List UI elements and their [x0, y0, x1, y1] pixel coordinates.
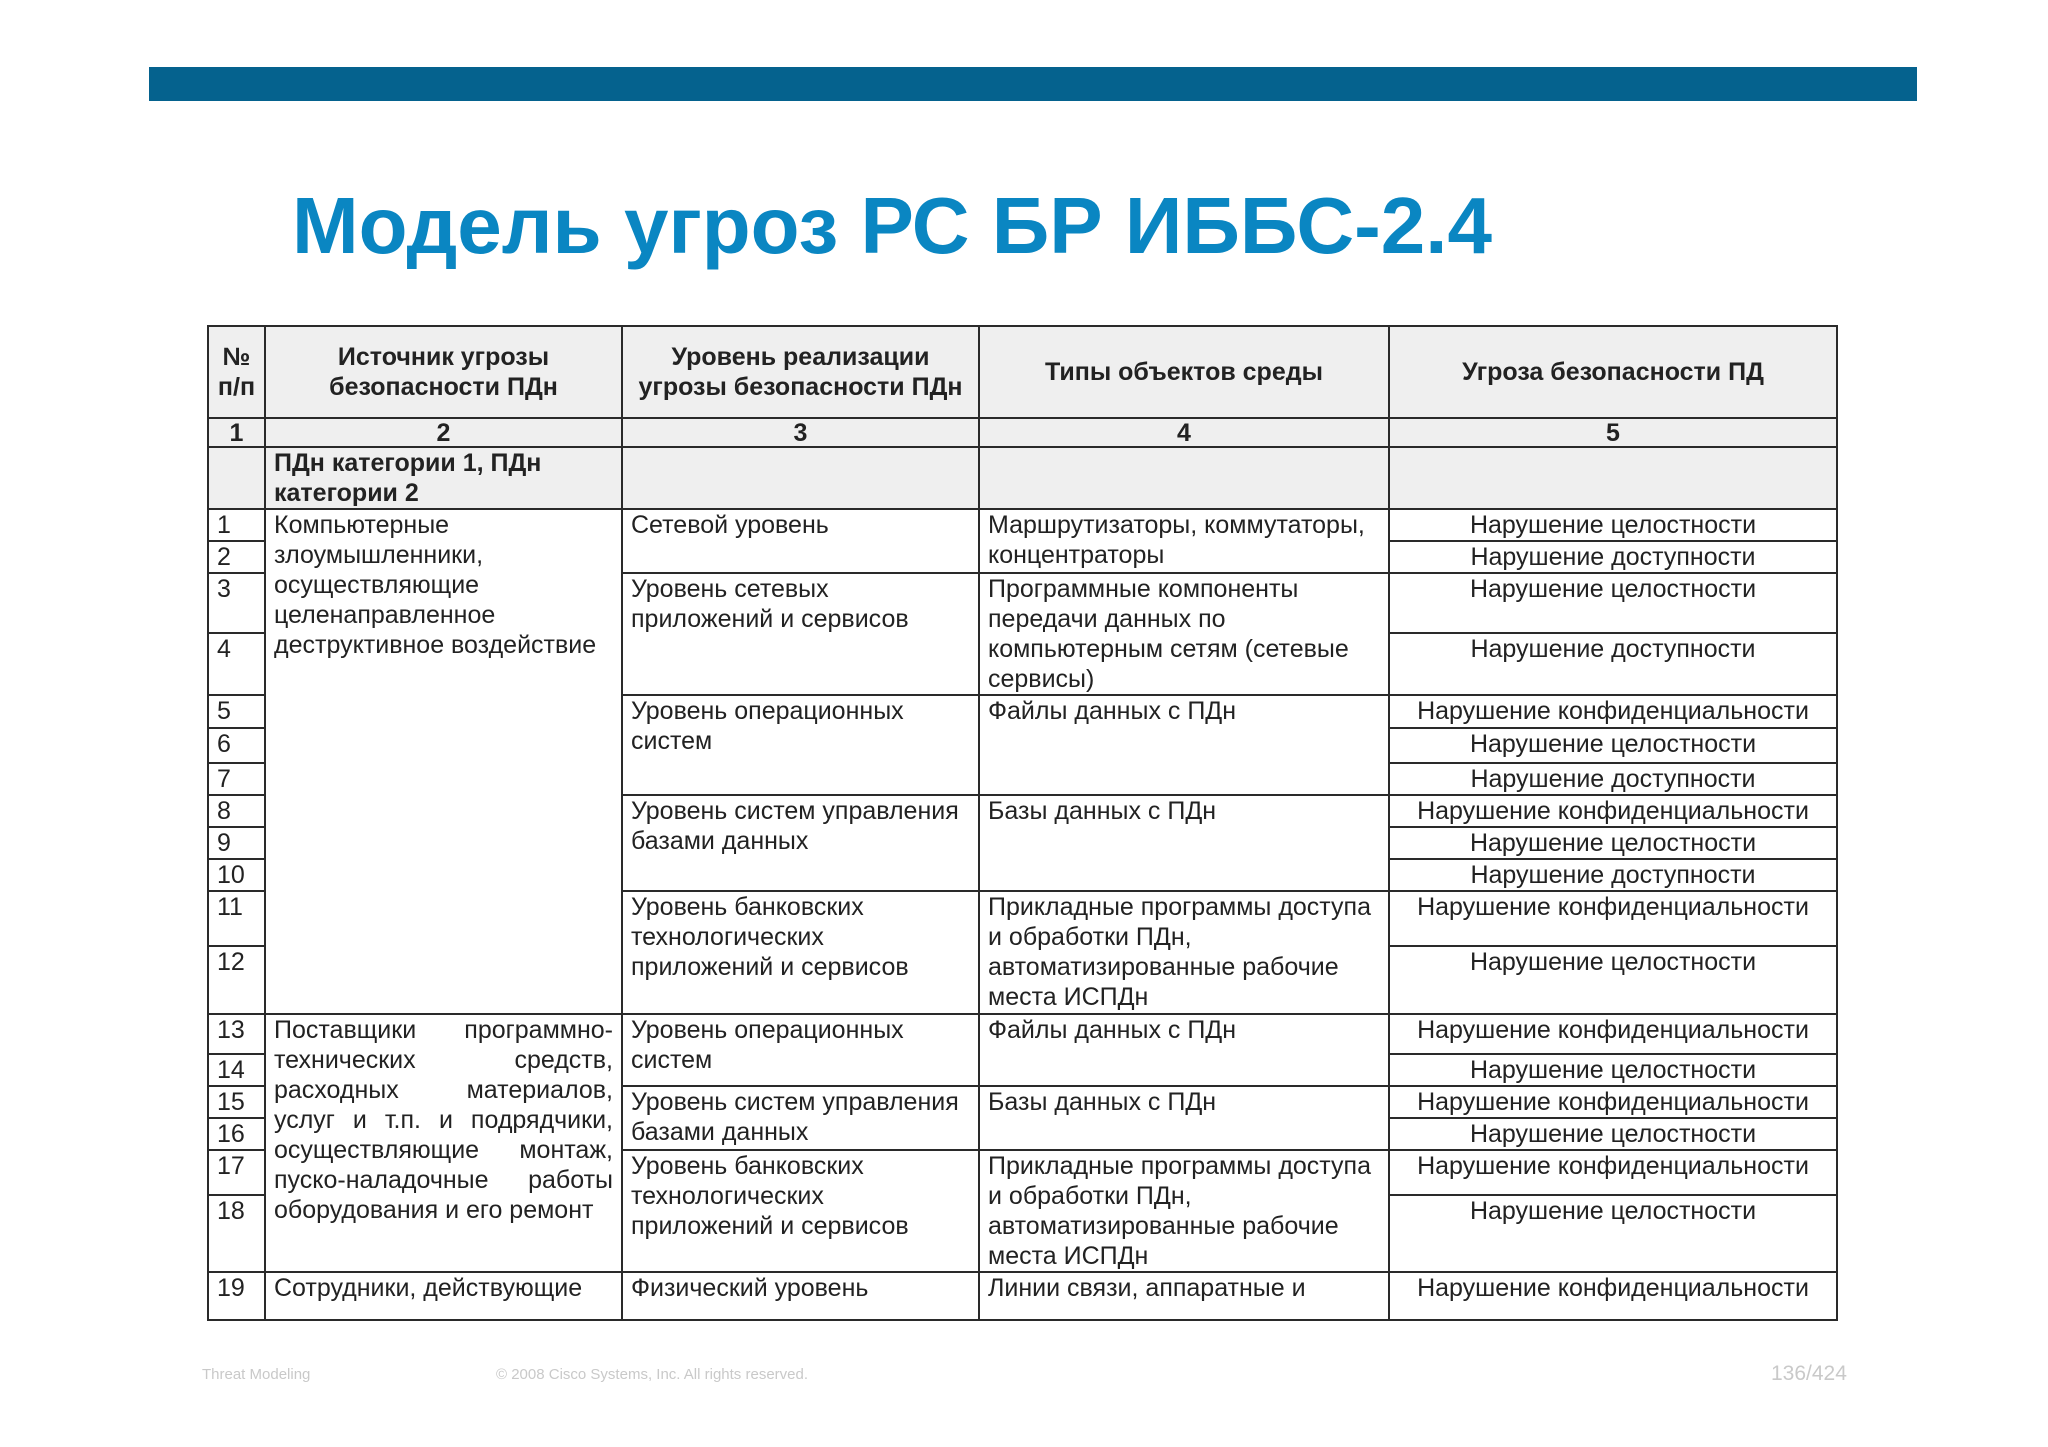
object-cell: Файлы данных с ПДн	[979, 1014, 1389, 1086]
object-cell: Прикладные программы доступа и обработки ПДн, автоматизированные рабочие места ИСПДн	[979, 891, 1389, 1014]
level-cell: Уровень сетевых приложений и сервисов	[622, 573, 979, 695]
source-cell: Поставщики программно-технических средств, расходных материалов, услуг и т.п. и подрядчики, осуществляющие монтаж, пуско-наладочные работы оборудования и его ремонт	[265, 1014, 622, 1272]
threat-cell: Нарушение целостности	[1389, 1054, 1837, 1086]
row-number: 12	[208, 946, 265, 1014]
threat-cell: Нарушение конфиденциальности	[1389, 1272, 1837, 1320]
object-cell: Программные компоненты передачи данных по компьютерным сетям (сетевые сервисы)	[979, 573, 1389, 695]
top-accent-bar	[149, 67, 1917, 101]
threat-cell: Нарушение конфиденциальности	[1389, 695, 1837, 728]
row-number: 7	[208, 763, 265, 795]
col-header-level: Уровень реализации угрозы безопасности ПДн	[622, 326, 979, 418]
row-number: 4	[208, 633, 265, 695]
category-empty-cell	[1389, 447, 1837, 509]
slide-title: Модель угроз РС БР ИББС-2.4	[292, 181, 1492, 270]
threat-cell: Нарушение целостности	[1389, 509, 1837, 541]
row-number: 11	[208, 891, 265, 946]
source-cell: Сотрудники, действующие	[265, 1272, 622, 1320]
category-number-cell	[208, 447, 265, 509]
column-number-row	[208, 418, 1837, 447]
threat-cell: Нарушение доступности	[1389, 859, 1837, 891]
source-cell: Компьютерные злоумышленники, осуществляющие целенаправленное деструктивное воздействие	[265, 509, 622, 1014]
category-empty-cell	[622, 447, 979, 509]
col-header-source: Источник угрозы безопасности ПДн	[265, 326, 622, 418]
threat-cell: Нарушение целостности	[1389, 728, 1837, 763]
threat-cell: Нарушение целостности	[1389, 946, 1837, 1014]
threat-cell: Нарушение целостности	[1389, 1195, 1837, 1272]
col-number: 1	[208, 418, 265, 447]
row-number: 15	[208, 1086, 265, 1118]
level-cell: Уровень систем управления базами данных	[622, 795, 979, 891]
row-number: 14	[208, 1054, 265, 1086]
row-number: 3	[208, 573, 265, 633]
col-header-number: № п/п	[208, 326, 265, 418]
level-cell: Физический уровень	[622, 1272, 979, 1320]
row-number: 1	[208, 509, 265, 541]
object-cell: Базы данных с ПДн	[979, 795, 1389, 891]
threat-cell: Нарушение целостности	[1389, 827, 1837, 859]
threat-model-table	[207, 325, 1838, 1321]
footer-course-name: Threat Modeling	[202, 1366, 311, 1383]
col-number: 3	[622, 418, 979, 447]
row-number: 5	[208, 695, 265, 728]
object-cell: Базы данных с ПДн	[979, 1086, 1389, 1150]
level-cell: Уровень банковских технологических приложений и сервисов	[622, 1150, 979, 1272]
level-cell: Сетевой уровень	[622, 509, 979, 573]
row-number: 17	[208, 1150, 265, 1195]
table-row	[208, 509, 1837, 541]
object-cell: Линии связи, аппаратные и	[979, 1272, 1389, 1320]
footer-copyright: © 2008 Cisco Systems, Inc. All rights reserved.	[496, 1366, 809, 1383]
row-number: 13	[208, 1014, 265, 1054]
threat-cell: Нарушение конфиденциальности	[1389, 1014, 1837, 1054]
row-number: 6	[208, 728, 265, 763]
threat-cell: Нарушение доступности	[1389, 633, 1837, 695]
col-number: 4	[979, 418, 1389, 447]
level-cell: Уровень операционных систем	[622, 695, 979, 795]
object-cell: Маршрутизаторы, коммутаторы, концентраторы	[979, 509, 1389, 573]
table-row	[208, 1272, 1837, 1320]
level-cell: Уровень операционных систем	[622, 1014, 979, 1086]
level-cell: Уровень систем управления базами данных	[622, 1086, 979, 1150]
row-number: 16	[208, 1118, 265, 1150]
object-cell: Прикладные программы доступа и обработки ПДн, автоматизированные рабочие места ИСПДн	[979, 1150, 1389, 1272]
footer-page-number: 136/424	[1771, 1362, 1847, 1385]
object-cell: Файлы данных с ПДн	[979, 695, 1389, 795]
threat-cell: Нарушение конфиденциальности	[1389, 795, 1837, 827]
col-number: 5	[1389, 418, 1837, 447]
threat-cell: Нарушение целостности	[1389, 573, 1837, 633]
row-number: 8	[208, 795, 265, 827]
threat-cell: Нарушение конфиденциальности	[1389, 1086, 1837, 1118]
category-row	[208, 447, 1837, 509]
row-number: 19	[208, 1272, 265, 1320]
threat-cell: Нарушение целостности	[1389, 1118, 1837, 1150]
category-empty-cell	[979, 447, 1389, 509]
row-number: 10	[208, 859, 265, 891]
level-cell: Уровень банковских технологических приложений и сервисов	[622, 891, 979, 1014]
col-number: 2	[265, 418, 622, 447]
threat-cell: Нарушение конфиденциальности	[1389, 891, 1837, 946]
col-header-objects: Типы объектов среды	[979, 326, 1389, 418]
threat-cell: Нарушение конфиденциальности	[1389, 1150, 1837, 1195]
threat-cell: Нарушение доступности	[1389, 763, 1837, 795]
row-number: 2	[208, 541, 265, 573]
table-header-row	[208, 326, 1837, 418]
row-number: 18	[208, 1195, 265, 1272]
row-number: 9	[208, 827, 265, 859]
col-header-threat: Угроза безопасности ПД	[1389, 326, 1837, 418]
category-label: ПДн категории 1, ПДн категории 2	[265, 447, 622, 509]
table-row	[208, 1014, 1837, 1054]
threat-cell: Нарушение доступности	[1389, 541, 1837, 573]
